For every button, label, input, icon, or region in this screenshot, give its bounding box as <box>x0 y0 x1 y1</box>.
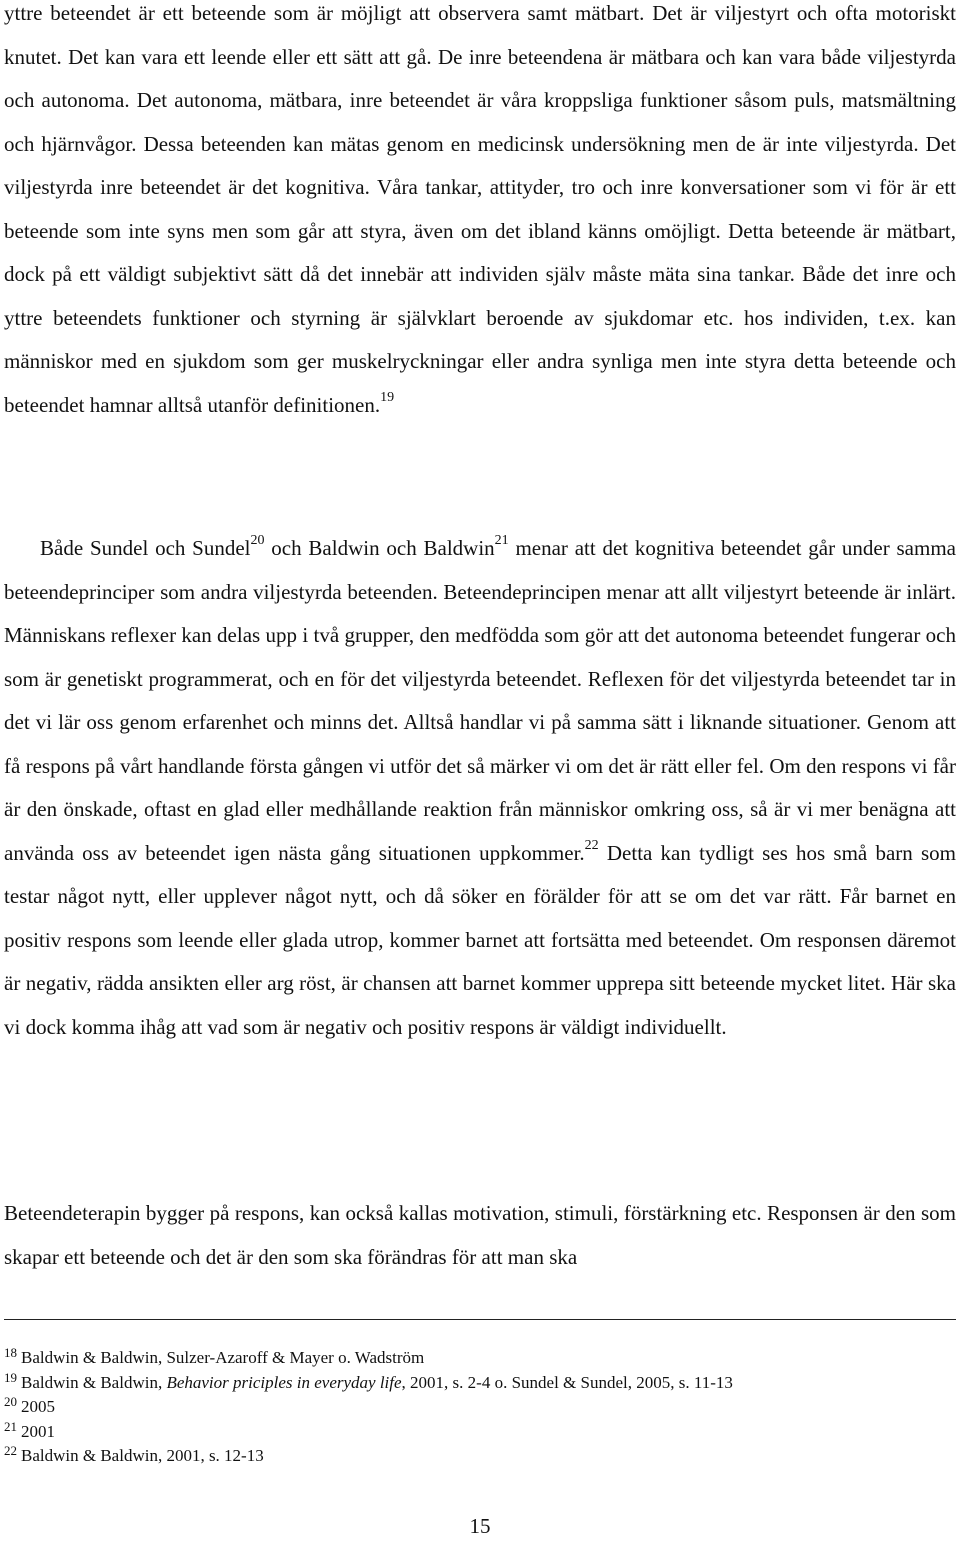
footnote-21 <box>4 1420 956 1445</box>
paragraph-2-text-b: och Baldwin och Baldwin <box>264 536 495 560</box>
footnote-divider <box>4 1319 956 1320</box>
footnote-ref-22[interactable]: 22 <box>584 837 599 853</box>
footnote-text-before: Baldwin & Baldwin, <box>21 1372 167 1392</box>
footnote-19 <box>4 1371 956 1396</box>
footnote-20 <box>4 1395 956 1420</box>
footnote-text: Baldwin & Baldwin, Sulzer-Azaroff & Mayer o. Wadström <box>21 1348 425 1367</box>
footnote-number: 22 <box>4 1443 17 1458</box>
footnote-18 <box>4 1346 956 1371</box>
page-number: 15 <box>469 1514 491 1538</box>
paragraph-2-text-c: menar att det kognitiva beteendet går under samma beteendeprinciper som andra viljestyrda beteenden. Beteendeprincipen menar att allt viljestyrt beteende är inlärt. Människans reflexer kan delas upp i två grupper, den medfödda som gör att det autonoma beteendet fungerar och som är genetiskt programmerat, och en för det viljestyrda beteendet. Reflexen för det viljestyrda beteendet tar in det vi lär oss genom erfarenhet och minns det. Alltså handlar vi på samma sätt i liknande situationer. Genom att få respons på vårt handlande första gången vi utför det så märker vi om det är rätt eller fel. Om den respons vi får är den önskade, oftast en glad eller medhållande reaktion från människor omkring oss, så är vi mer benägna att använda oss av beteendet igen nästa gång situationen uppkommer. <box>4 536 956 865</box>
paragraph-3-text: Beteendeterapin bygger på respons, kan också kallas motivation, stimuli, förstärkning etc. Responsen är den som skapar ett beteende och det är den som ska förändras för att man ska <box>4 1201 956 1269</box>
paragraph-2 <box>4 527 956 1049</box>
footnote-ref-19[interactable]: 19 <box>380 389 395 405</box>
footnote-number: 19 <box>4 1369 17 1385</box>
footnote-number: 18 <box>4 1345 17 1360</box>
paragraph-3 <box>4 1192 956 1279</box>
footnote-22 <box>4 1444 956 1469</box>
paragraph-1-text: yttre beteendet är ett beteende som är möjligt att observera samt mätbart. Det är viljestyrt och ofta motoriskt knutet. Det kan vara ett leende eller ett sätt att gå. De inre beteendena är mätbara och kan vara både viljestyrda och autonoma. Det autonoma, mätbara, inre beteendet är våra kroppsliga funktioner såsom puls, matsmältning och hjärnvågor. Dessa beteenden kan mätas genom en medicinsk undersökning men de är inte viljestyrda. Det viljestyrda inre beteendet är det kognitiva. Våra tankar, attityder, tro och inre konversationer som vi för är ett beteende som inte syns men som går att styra, även om det ibland känns omöjligt. Detta beteende är mätbart, dock på ett väldigt subjektivt sätt då det innebär att individen själv måste mäta sina tankar. Både det inre och yttre beteendets funktioner och styrning är självklart beroende av sjukdomar etc. hos individen, t.ex. kan människor med en sjukdom som ger muskelryckningar eller andra synliga men inte styra detta beteende och beteendet hamnar alltså utanför definitionen. <box>4 1 956 417</box>
footnote-number: 21 <box>4 1418 17 1434</box>
footnote-text-after: , 2001, s. 2-4 o. Sundel & Sundel, 2005, s. 11-13 <box>401 1372 733 1392</box>
footnote-ref-21[interactable]: 21 <box>494 533 509 548</box>
paragraph-2-text-d: Detta kan tydligt ses hos små barn som testar något nytt, eller upplever något nytt, och då söker en förälder för att se om det var rätt. Får barnet en positiv respons som leende eller glada utrop, kommer barnet att fortsätta med beteendet. Om responsen däremot är negativ, rädda ansikten eller arg röst, är chansen att barnet kommer upprepa sitt beteende mycket litet. Här ska vi dock komma ihåg att vad som är negativ och positiv respons är väldigt individuellt. <box>4 840 956 1039</box>
footnote-text: 2005 <box>21 1397 55 1416</box>
footnote-ref-20[interactable]: 20 <box>250 533 265 548</box>
paragraph-1 <box>4 0 956 427</box>
footnotes-list <box>4 1346 956 1469</box>
footnote-text: Baldwin & Baldwin, 2001, s. 12-13 <box>21 1446 264 1465</box>
footnote-text: 2001 <box>21 1421 55 1441</box>
footnote-book-title: Behavior priciples in everyday life <box>166 1372 402 1392</box>
paragraph-2-text-a: Både Sundel och Sundel <box>40 536 251 560</box>
footnote-number: 20 <box>4 1394 17 1409</box>
